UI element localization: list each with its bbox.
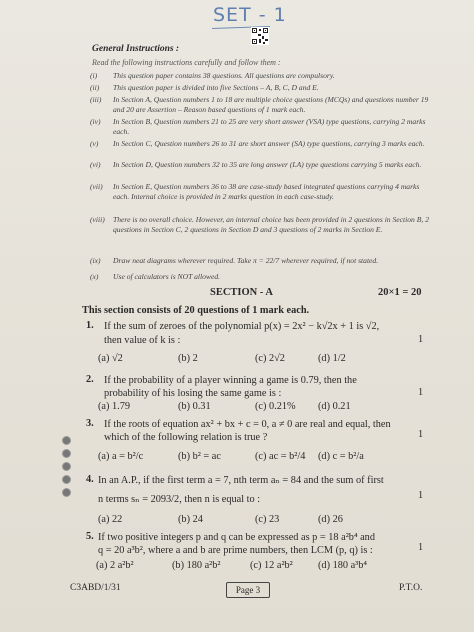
question-line: n terms sₙ = 2093/2, then n is equal to : (98, 494, 261, 505)
question-line: q = 20 a³b², where a and b are prime numbers, then LCM (p, q) is : (98, 545, 373, 556)
option-a: (a) a = b²/c (98, 451, 144, 462)
binder-hole-icon (62, 436, 71, 445)
instructions-title: General Instructions : (92, 44, 180, 54)
option-c: (c) 0.21% (255, 401, 296, 412)
option-d: (d) 180 a³b⁴ (318, 560, 367, 571)
instruction-item: (ix) Draw neat diagrams wherever required. Take π = 22/7 wherever required, if not stated. (90, 256, 379, 265)
section-marks: 20×1 = 20 (378, 287, 422, 298)
question-mark: 1 (418, 334, 424, 345)
instruction-item: (viii) There is no overall choice. However, an internal choice has been provided in 2 questions in Section B, 2 questions in Section C, 2 questions in Section D and 3 questions of 2 marks in Section E. (90, 215, 429, 234)
instruction-item: (ii) This question paper is divided into five Sections – A, B, C, D and E. (90, 83, 319, 92)
binder-hole-icon (62, 488, 71, 497)
question-line: which of the following relation is true ? (104, 432, 268, 443)
paper-code: C3ABD/1/31 (70, 583, 121, 593)
option-a: (a) 22 (98, 514, 123, 525)
qr-code-icon (251, 27, 269, 45)
question-number: 3. (86, 418, 94, 429)
instruction-item: (iii) In Section A, Question numbers 1 to 18 are multiple choice questions (MCQs) and questions number 19 and 20 are Assertion – Reason based questions of 1 mark each. (90, 95, 429, 114)
instructions-intro: Read the following instructions carefully and follow them : (92, 58, 281, 67)
page-number: Page 3 (226, 582, 270, 598)
question-line: probability of his losing the same game is : (104, 388, 282, 399)
question-mark: 1 (418, 429, 424, 440)
set-label: SET - 1 (213, 4, 287, 26)
question-number: 4. (86, 474, 94, 485)
question-number: 2. (86, 374, 94, 385)
option-d: (d) 0.21 (318, 401, 351, 412)
option-c: (c) 2√2 (255, 353, 285, 364)
instruction-item: (x) Use of calculators is NOT allowed. (90, 272, 221, 281)
option-b: (b) 2 (178, 353, 198, 364)
question-number: 1. (86, 320, 94, 331)
binder-hole-icon (62, 462, 71, 471)
option-d: (d) c = b²/a (318, 451, 364, 462)
instruction-item: (iv) In Section B, Question numbers 21 to 25 are very short answer (VSA) type questions, carrying 2 marks each. (90, 117, 426, 136)
instruction-item: (v) In Section C, Question numbers 26 to 31 are short answer (SA) type questions, carrying 3 marks each. (90, 139, 425, 148)
option-b: (b) 180 a²b² (172, 560, 221, 571)
option-d: (d) 1/2 (318, 353, 346, 364)
question-line: In an A.P., if the first term a = 7, nth term aₙ = 84 and the sum of first (98, 475, 384, 486)
option-b: (b) b² = ac (178, 451, 221, 462)
section-description: This section consists of 20 questions of 1 mark each. (82, 305, 310, 316)
question-line: If two positive integers p and q can be expressed as p = 18 a²b⁴ and (98, 532, 375, 543)
binder-hole-icon (62, 475, 71, 484)
instruction-item: (vi) In Section D, Question numbers 32 to 35 are long answer (LA) type questions carrying 5 marks each. (90, 160, 422, 169)
pto-label: P.T.O. (399, 583, 423, 593)
question-line: If the sum of zeroes of the polynomial p(x) = 2x² − k√2x + 1 is √2, (104, 321, 380, 332)
instruction-item: (i) This question paper contains 38 questions. All questions are compulsory. (90, 71, 335, 80)
question-line: If the probability of a player winning a game is 0.79, then the (104, 375, 357, 386)
question-mark: 1 (418, 387, 424, 398)
option-b: (b) 24 (178, 514, 203, 525)
option-a: (a) 1.79 (98, 401, 131, 412)
section-title: SECTION - A (210, 287, 274, 298)
question-mark: 1 (418, 490, 424, 501)
instruction-item: (vii) In Section E, Question numbers 36 to 38 are case-study based integrated questions carrying 4 marks each. Internal choice is provided in 2 marks question in each case-study. (90, 182, 420, 201)
question-line: If the roots of equation ax² + bx + c = 0, a ≠ 0 are real and equal, then (104, 419, 391, 430)
binder-hole-icon (62, 449, 71, 458)
option-b: (b) 0.31 (178, 401, 211, 412)
question-line: then value of k is : (104, 335, 181, 346)
option-c: (c) 23 (255, 514, 280, 525)
question-number: 5. (86, 531, 94, 542)
option-c: (c) ac = b²/4 (255, 451, 306, 462)
option-d: (d) 26 (318, 514, 343, 525)
option-a: (a) √2 (98, 353, 123, 364)
option-c: (c) 12 a²b² (250, 560, 293, 571)
question-mark: 1 (418, 542, 424, 553)
option-a: (a) 2 a²b² (96, 560, 134, 571)
